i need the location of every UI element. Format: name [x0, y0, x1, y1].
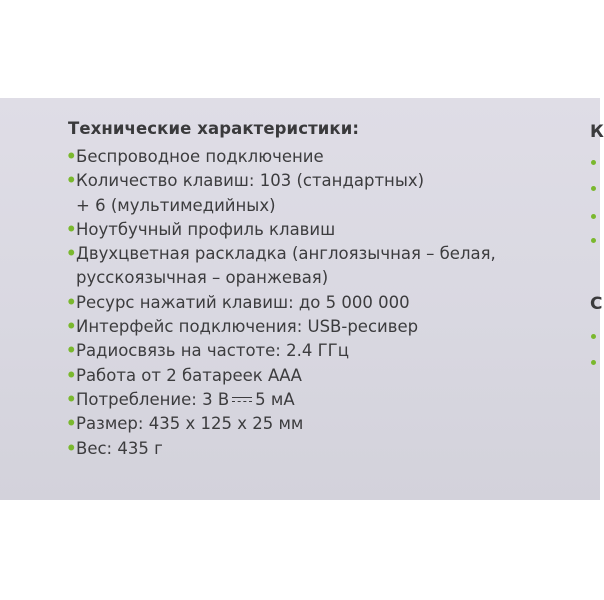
cropped-bullet-icon	[591, 334, 596, 339]
cropped-right-column	[588, 98, 604, 500]
spec-item-text: Вес: 435 г	[76, 438, 163, 458]
bullet-icon: •	[66, 438, 77, 458]
spec-item-text	[76, 388, 295, 412]
spec-item-text: Ресурс нажатий клавиш: до 5 000 000	[76, 292, 410, 312]
bullet-icon: •	[66, 389, 77, 409]
packaging-box	[0, 98, 604, 500]
cropped-bullet-icon	[591, 214, 596, 219]
spec-item-layout	[66, 242, 496, 291]
bullet-icon: •	[66, 147, 77, 166]
spec-item-key-profile	[66, 218, 496, 242]
spec-item-size	[66, 412, 496, 436]
spec-item-wireless	[66, 145, 496, 169]
spec-list	[66, 145, 496, 461]
bullet-icon: •	[66, 414, 77, 434]
bullet-icon: •	[66, 317, 77, 337]
spec-item-text: Двухцветная раскладка (англоязычная – белая, русскоязычная – оранжевая)	[76, 244, 496, 288]
power-current-text: 5 мА	[255, 389, 295, 409]
bullet-icon: •	[66, 171, 77, 191]
power-voltage-text: Потребление: 3 В	[76, 389, 230, 409]
spec-item-key-count	[66, 169, 496, 218]
bullet-icon: •	[66, 341, 77, 361]
direct-current-icon	[232, 395, 252, 405]
spec-item-weight	[66, 437, 496, 461]
spec-item-power-consumption	[66, 388, 496, 412]
spec-item-text: Радиосвязь на частоте: 2.4 ГГц	[76, 341, 349, 361]
spec-item-text: Работа от 2 батареек ААА	[76, 365, 302, 385]
cropped-heading-letter-2: С	[590, 294, 603, 314]
spec-item-batteries	[66, 364, 496, 388]
spec-item-text: Количество клавиш: 103 (стандартных) + 6 (мультимедийных)	[76, 171, 425, 215]
cropped-heading-letter-1: К	[590, 122, 604, 142]
spec-item-frequency	[66, 339, 496, 363]
spec-item-text: Размер: 435 x 125 x 25 мм	[76, 414, 304, 434]
spec-item-interface	[66, 315, 496, 339]
bullet-icon: •	[66, 219, 77, 239]
spec-item-text: Беспроводное подключение	[76, 147, 324, 166]
cropped-bullet-icon	[591, 360, 596, 365]
cropped-bullet-icon	[591, 160, 596, 165]
bullet-icon: •	[66, 244, 77, 264]
bullet-icon: •	[66, 365, 77, 385]
spec-item-keystroke-life	[66, 291, 496, 315]
spec-heading: Технические характеристики:	[68, 119, 360, 138]
cropped-bullet-icon	[591, 186, 596, 191]
spec-item-text: Ноутбучный профиль клавиш	[76, 219, 336, 239]
spec-item-text: Интерфейс подключения: USB-ресивер	[76, 317, 419, 337]
cropped-bullet-icon	[591, 238, 596, 243]
bullet-icon: •	[66, 292, 77, 312]
